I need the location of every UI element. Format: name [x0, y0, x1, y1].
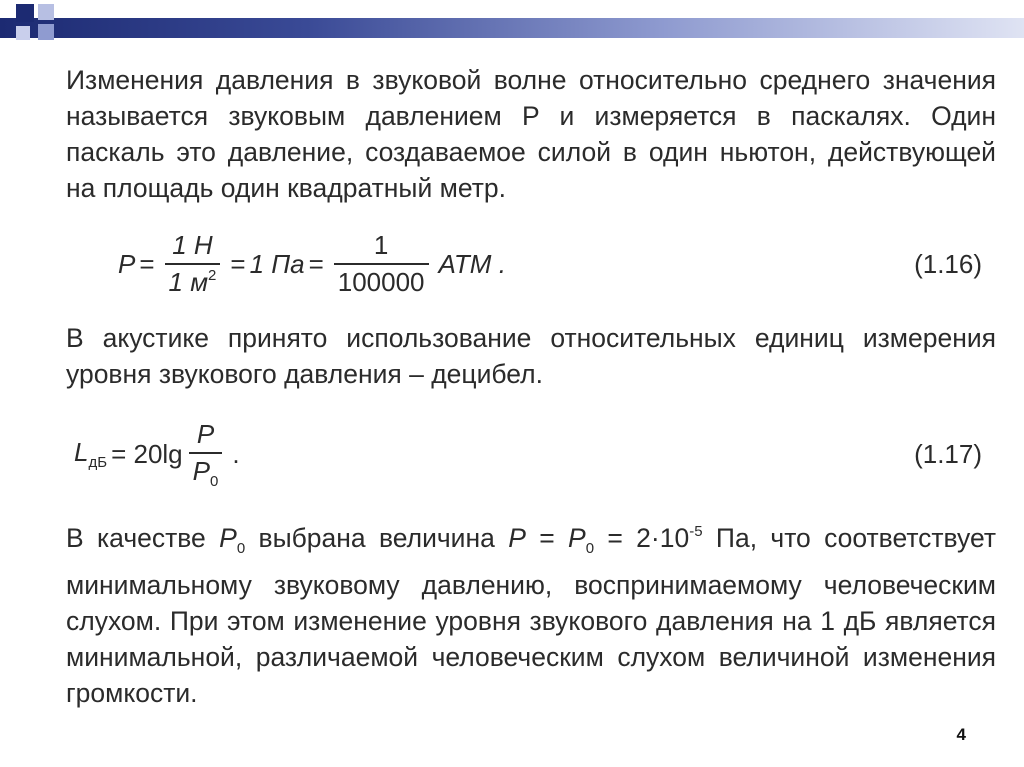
fraction-numerator: P — [196, 418, 215, 449]
formula-row-1-17 — [66, 406, 996, 502]
header-square-light-2 — [38, 24, 54, 40]
subscript: 0 — [236, 540, 246, 557]
symbol-p: P — [568, 523, 586, 553]
fraction-denominator — [189, 452, 223, 490]
formula-row-1-16 — [66, 220, 996, 308]
subscript: 0 — [585, 540, 595, 557]
formula-equals-20lg: = 20lg — [111, 438, 183, 469]
header-bar — [0, 18, 1024, 38]
fraction-atm — [334, 230, 429, 298]
header-square-light-3 — [16, 26, 30, 40]
text-segment: = — [525, 523, 569, 553]
formula-lhs-letter: L — [74, 437, 89, 467]
formula-equals: = — [308, 248, 324, 279]
header-square-light-1 — [38, 4, 54, 20]
formula-1-16 — [118, 220, 506, 308]
superscript: -5 — [689, 523, 703, 540]
formula-pascal: 1 Па — [249, 248, 305, 279]
formula-equals: = — [139, 248, 155, 279]
subscript: дБ — [88, 454, 108, 471]
equation-number-1-17: (1.17) — [914, 438, 982, 469]
formula-equals: = — [230, 248, 246, 279]
text-segment: В качестве — [66, 523, 220, 553]
formula-1-17 — [74, 406, 240, 502]
formula-dot: . — [232, 438, 240, 469]
subscript: 0 — [210, 472, 219, 490]
fraction-newton-per-m2 — [165, 230, 221, 298]
equation-number-1-16: (1.16) — [914, 248, 982, 279]
formula-lhs-level — [74, 437, 107, 471]
text-segment: выбрана величина — [245, 523, 509, 553]
paragraph-reference-pressure — [66, 514, 996, 711]
header-square-dark — [16, 4, 34, 22]
text-segment: Па, что соответствует минимальному звуковому давлению, воспринимаемому человеческим слухом. При этом изменение уровня звукового давления на 1 дБ является минимальной, различаемой человеческим слухом величиной изменения громкости. — [66, 523, 996, 708]
slide-content — [66, 62, 996, 711]
paragraph-sound-pressure: Изменения давления в звуковой волне относительно среднего значения называется звуковым давлением P и измеряется в паскалях. Один паскаль это давление, создаваемое силой в один ньютон, действующей на площадь один квадратный метр. — [66, 65, 996, 203]
symbol-p: P — [508, 523, 526, 553]
fraction-denominator-text: 1 м — [168, 267, 209, 297]
paragraph-decibel: В акустике принято использование относительных единиц измерения уровня звукового давления – децибел. — [66, 323, 996, 389]
fraction-numerator: 1 — [373, 230, 389, 260]
slide-number: 4 — [956, 725, 966, 744]
fraction-numerator: 1 H — [172, 230, 213, 260]
symbol-p: P — [219, 523, 237, 553]
formula-unit-atm: ATM . — [438, 248, 506, 279]
fraction-denominator-text: P — [192, 455, 210, 486]
fraction-denominator — [165, 263, 221, 298]
formula-lhs: P — [118, 248, 136, 279]
fraction-p-over-p0 — [189, 419, 223, 490]
text-segment: = 2·10 — [594, 523, 690, 553]
superscript: 2 — [208, 267, 217, 284]
fraction-denominator: 100000 — [334, 263, 429, 298]
